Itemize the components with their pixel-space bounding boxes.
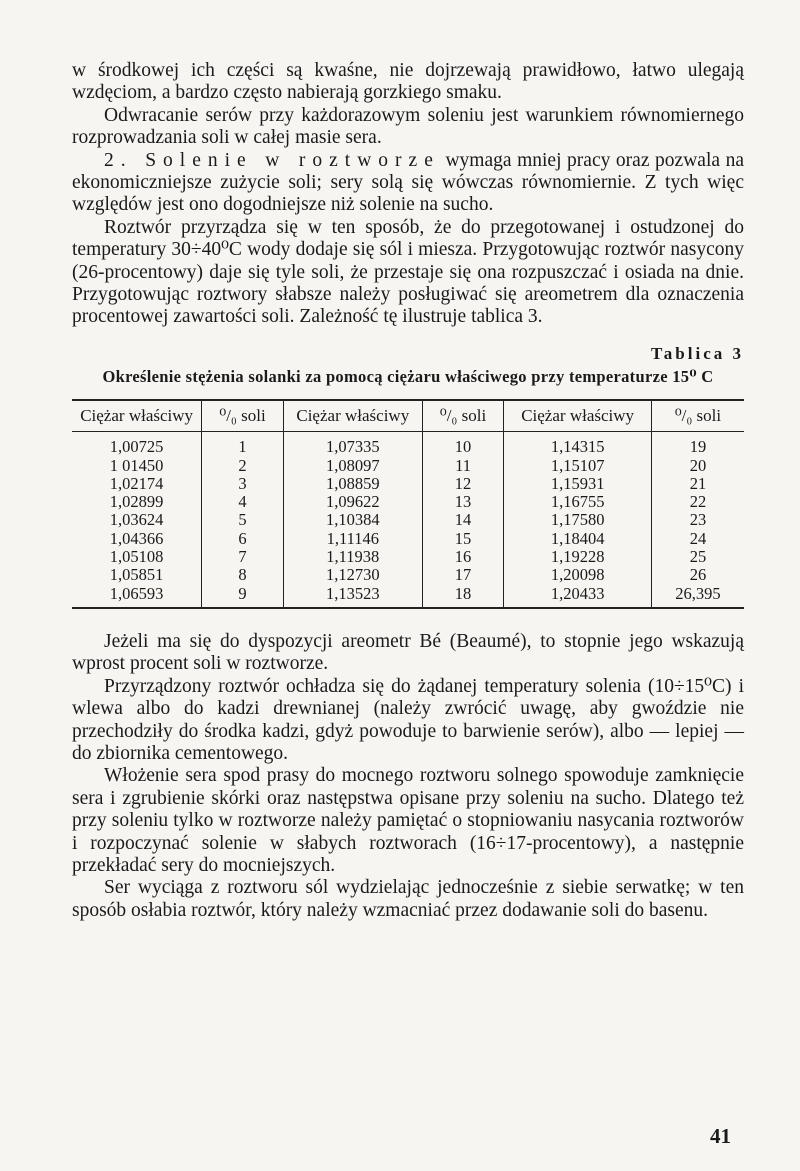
table-cell: 1,02899 [72, 493, 202, 511]
table-cell: 1,11146 [283, 530, 422, 548]
table-cell: 3 [202, 475, 284, 493]
table-cell: 1,20098 [504, 566, 652, 584]
table-cell: 26 [651, 566, 744, 584]
table-cell: 22 [651, 493, 744, 511]
paragraph-2: Odwracanie serów przy każdorazowym soleniu jest warunkiem równomiernego rozprowadzania soli w całej masie sera. [72, 104, 744, 149]
table-cell: 13 [422, 493, 504, 511]
table-row [72, 457, 744, 475]
table-cell: 9 [202, 585, 284, 608]
table-cell: 1,11938 [283, 548, 422, 566]
header-percent-3: ⁰/₀ soli [651, 400, 744, 432]
table-cell: 15 [422, 530, 504, 548]
table-cell: 1,12730 [283, 566, 422, 584]
table-row [72, 585, 744, 608]
paragraph-4: Roztwór przyrządza się w ten sposób, że do przegotowanej i ostudzonej do temperatury 30÷40⁰C wody dodaje się sól i miesza. Przygotowując roztwór nasycony (26-procentowy) daje się tyle soli, że przestaje się ona rozpuszczać i osiada na dnie. Przygotowując roztwory słabsze należy posługiwać się areometrem dla oznaczenia procentowej zawartości soli. Zależność tę ilustruje tablica 3. [72, 216, 744, 328]
table-cell: 1,06593 [72, 585, 202, 608]
table-cell: 1,16755 [504, 493, 652, 511]
header-percent-1: ⁰/₀ soli [202, 400, 284, 432]
table-cell: 1,20433 [504, 585, 652, 608]
table-cell: 14 [422, 511, 504, 529]
table-cell: 1,13523 [283, 585, 422, 608]
table-cell: 1,07335 [283, 432, 422, 457]
table-row [72, 432, 744, 457]
table-cell: 7 [202, 548, 284, 566]
table-title: Określenie stężenia solanki za pomocą ciężaru właściwego przy temperaturze 15⁰ C [102, 367, 714, 387]
table-cell: 18 [422, 585, 504, 608]
header-gravity-2: Ciężar właściwy [283, 400, 422, 432]
paragraph-5: Jeżeli ma się do dyspozycji areometr Bé (Beaumé), to stopnie jego wskazują wprost procent soli w roztworze. [72, 630, 744, 675]
table-cell: 16 [422, 548, 504, 566]
paragraph-1: w środkowej ich części są kwaśne, nie dojrzewają prawidłowo, łatwo ulegają wzdęciom, a bardzo często nabierają gorzkiego smaku. [72, 60, 744, 104]
paragraph-7: Włożenie sera spod prasy do mocnego roztworu solnego spowoduje zamknięcie sera i zgrubienie skórki oraz następstwa opisane przy soleniu na sucho. Dlatego też przy soleniu tylko w roztworze należy pamiętać o stopniowaniu nasycania roztworów i rozpoczynać solenie w słabych roztworach (16÷17-procentowy), a następnie przekładać sery do mocniejszych. [72, 765, 744, 877]
table-cell: 1,05851 [72, 566, 202, 584]
table-cell: 4 [202, 493, 284, 511]
page-body [72, 60, 744, 922]
paragraph-3 [72, 150, 744, 217]
table-cell: 24 [651, 530, 744, 548]
section-lead: 2. Solenie w roztworze [104, 149, 440, 171]
table-cell: 1,15931 [504, 475, 652, 493]
table-cell: 25 [651, 548, 744, 566]
header-gravity-3: Ciężar właściwy [504, 400, 652, 432]
table-cell: 1,14315 [504, 432, 652, 457]
table-cell: 1 [202, 432, 284, 457]
table-row [72, 475, 744, 493]
table-cell: 19 [651, 432, 744, 457]
table-cell: 21 [651, 475, 744, 493]
table-cell: 1,08859 [283, 475, 422, 493]
table-cell: 1,04366 [72, 530, 202, 548]
table-row [72, 566, 744, 584]
paragraph-8: Ser wyciąga z roztworu sól wydzielając jednocześnie z siebie serwatkę; w ten sposób osłabia roztwór, który należy wzmacniać przez dodawanie soli do basenu. [72, 877, 744, 921]
header-gravity-1: Ciężar właściwy [72, 400, 202, 432]
table-cell: 1,00725 [72, 432, 202, 457]
table-cell: 1,10384 [283, 511, 422, 529]
table-cell: 2 [202, 457, 284, 475]
table-cell: 1,17580 [504, 511, 652, 529]
table-row [72, 548, 744, 566]
table-cell: 11 [422, 457, 504, 475]
table-cell: 10 [422, 432, 504, 457]
table-row [72, 530, 744, 548]
table-cell: 12 [422, 475, 504, 493]
table-cell: 1,08097 [283, 457, 422, 475]
paragraph-3-text: wymaga mniej pracy oraz pozwala na ekonomiczniejsze zużycie soli; sery solą się wówczas równomiernie. Z tych więc względów jest ono dogodniejsze niż solenie na sucho. [72, 149, 744, 216]
table-cell: 1 01450 [72, 457, 202, 475]
page-number: 41 [710, 1124, 731, 1148]
table-cell: 1,18404 [504, 530, 652, 548]
header-percent-2: ⁰/₀ soli [422, 400, 504, 432]
table-cell: 20 [651, 457, 744, 475]
table-cell: 1,02174 [72, 475, 202, 493]
table-cell: 1,09622 [283, 493, 422, 511]
table-cell: 26,395 [651, 585, 744, 608]
table-row [72, 511, 744, 529]
salinity-table [72, 399, 744, 609]
table-cell: 1,19228 [504, 548, 652, 566]
table-row [72, 493, 744, 511]
table-cell: 1,05108 [72, 548, 202, 566]
table-cell: 1,03624 [72, 511, 202, 529]
table-cell: 23 [651, 511, 744, 529]
table-cell: 5 [202, 511, 284, 529]
table-cell: 6 [202, 530, 284, 548]
table-header-row [72, 400, 744, 432]
table-cell: 1,15107 [504, 457, 652, 475]
table-cell: 17 [422, 566, 504, 584]
paragraph-6: Przyrządzony roztwór ochładza się do żądanej temperatury solenia (10÷15⁰C) i wlewa albo do kadzi drewnianej (należy zwrócić uwagę, aby gwoździe nie przechodziły do środka kadzi, gdyż powoduje to barwienie serów), albo — lepiej — do zbiornika cementowego. [72, 675, 744, 764]
table-label: Tablica 3 [651, 343, 744, 363]
table-cell: 8 [202, 566, 284, 584]
